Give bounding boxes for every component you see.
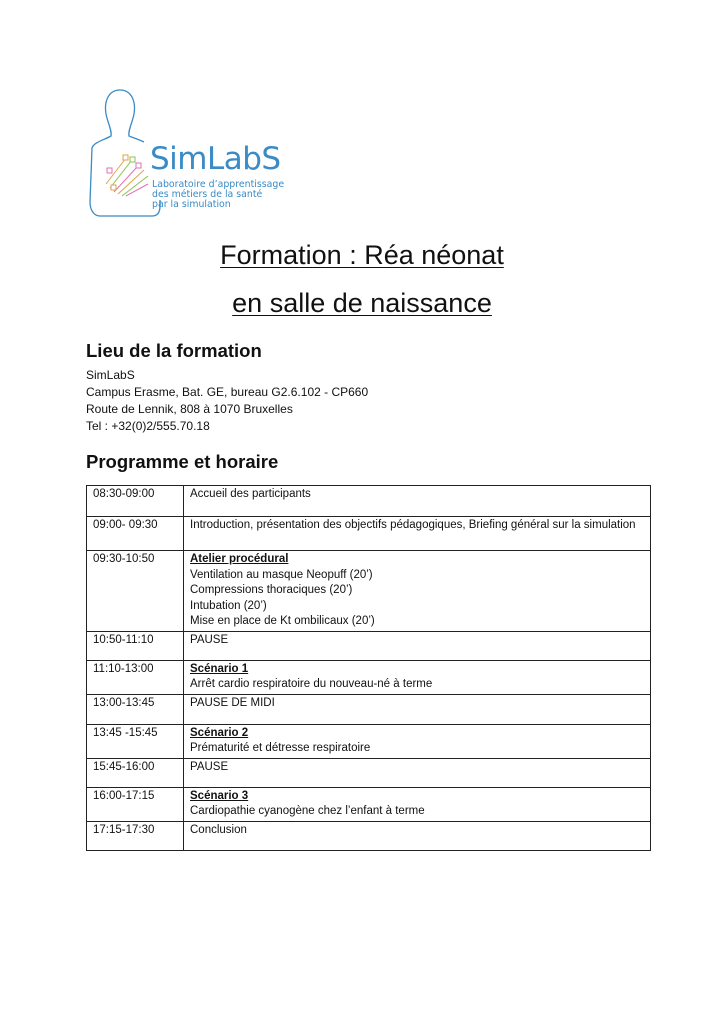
location-address bbox=[86, 367, 368, 435]
simlabs-logo bbox=[86, 84, 306, 224]
location-heading: Lieu de la formation bbox=[86, 340, 262, 361]
page-title-line-1: Formation : Réa néonat bbox=[220, 240, 504, 270]
phone-line: Tel : +32(0)2/555.70.18 bbox=[86, 419, 210, 433]
activity-cell bbox=[184, 660, 651, 694]
address-line: Route de Lennik, 808 à 1070 Bruxelles bbox=[86, 402, 293, 416]
activity-line: Intubation (20’) bbox=[190, 599, 267, 612]
activity-cell bbox=[184, 787, 651, 821]
table-row bbox=[87, 660, 651, 694]
table-row bbox=[87, 631, 651, 660]
activity-line: Compressions thoraciques (20’) bbox=[190, 584, 353, 596]
activity-title: Scénario 2 bbox=[190, 726, 249, 739]
table-row bbox=[87, 821, 651, 850]
activity-line: Conclusion bbox=[190, 823, 247, 836]
activity-cell bbox=[184, 724, 651, 758]
time-cell: 09:00- 09:30 bbox=[87, 517, 184, 551]
page-title-line-2: en salle de naissance bbox=[232, 288, 492, 318]
time-cell: 13:00-13:45 bbox=[87, 694, 184, 724]
activity-title: Scénario 3 bbox=[190, 789, 249, 802]
activity-cell bbox=[184, 551, 651, 632]
table-row bbox=[87, 787, 651, 821]
time-cell: 17:15-17:30 bbox=[87, 821, 184, 850]
activity-line: PAUSE bbox=[190, 760, 229, 773]
activity-line: Accueil des participants bbox=[190, 488, 311, 500]
activity-line: Arrêt cardio respiratoire du nouveau-né à terme bbox=[190, 678, 433, 690]
time-cell: 15:45-16:00 bbox=[87, 758, 184, 787]
time-cell: 09:30-10:50 bbox=[87, 551, 184, 632]
logo-tagline: Laboratoire d’apprentissage des métiers de la santé par la simulation bbox=[152, 179, 285, 210]
time-cell: 08:30-09:00 bbox=[87, 486, 184, 517]
table-row bbox=[87, 551, 651, 632]
table-row bbox=[87, 724, 651, 758]
logo-name: SimLabS bbox=[150, 141, 281, 177]
activity-cell bbox=[184, 486, 651, 517]
activity-cell bbox=[184, 517, 651, 551]
time-cell: 11:10-13:00 bbox=[87, 660, 184, 694]
time-cell: 16:00-17:15 bbox=[87, 787, 184, 821]
address-line: SimLabS bbox=[86, 368, 135, 382]
schedule-table bbox=[86, 485, 651, 851]
activity-line: Introduction, présentation des objectifs pédagogiques, Briefing général sur la simulation bbox=[190, 519, 636, 531]
table-row bbox=[87, 486, 651, 517]
address-line: Campus Erasme, Bat. GE, bureau G2.6.102 - CP660 bbox=[86, 385, 369, 399]
activity-line: Ventilation au masque Neopuff (20’) bbox=[190, 568, 373, 581]
activity-line: Prématurité et détresse respiratoire bbox=[190, 742, 371, 754]
program-heading: Programme et horaire bbox=[86, 451, 279, 472]
activity-title: Scénario 1 bbox=[190, 662, 249, 675]
activity-line: Cardiopathie cyanogène chez l’enfant à terme bbox=[190, 805, 425, 817]
time-cell: 13:45 -15:45 bbox=[87, 724, 184, 758]
activity-line: Mise en place de Kt ombilicaux (20’) bbox=[190, 615, 375, 627]
activity-line: PAUSE DE MIDI bbox=[190, 696, 275, 709]
activity-cell bbox=[184, 631, 651, 660]
activity-cell bbox=[184, 821, 651, 850]
table-row bbox=[87, 694, 651, 724]
activity-title: Atelier procédural bbox=[190, 553, 289, 565]
table-row bbox=[87, 758, 651, 787]
time-cell: 10:50-11:10 bbox=[87, 631, 184, 660]
table-row bbox=[87, 517, 651, 551]
activity-cell bbox=[184, 758, 651, 787]
activity-cell bbox=[184, 694, 651, 724]
activity-line: PAUSE bbox=[190, 633, 229, 646]
